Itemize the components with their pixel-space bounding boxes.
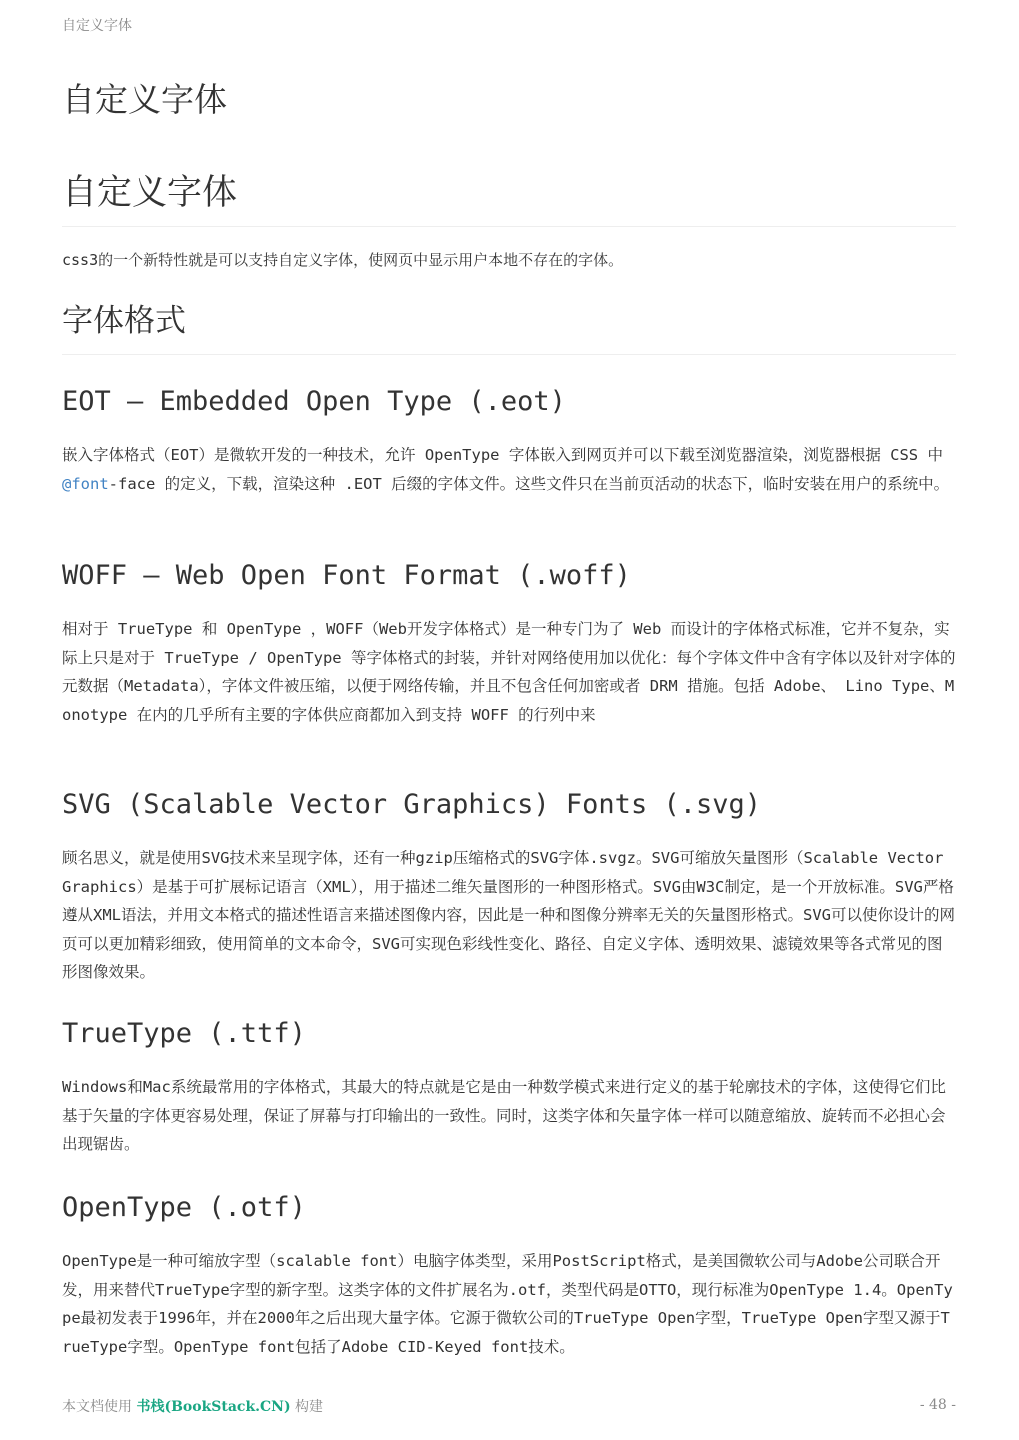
paragraph-eot xyxy=(62,441,956,498)
eot-text-2: -face 的定义，下载，渲染这种 .EOT 后缀的字体文件。这些文件只在当前页活动的状态下，临时安装在用户的系统中。 xyxy=(108,474,950,493)
paragraph-svg: 顾名思义，就是使用SVG技术来呈现字体，还有一种gzip压缩格式的SVG字体.svgz。SVG可缩放矢量图形（Scalable Vector Graphics）是基于可扩展标记语言（XML），用于描述二维矢量图形的一种图形格式。SVG由W3C制定，是一个开放标准。SVG严格遵从XML语法，并用文本格式的描述性语言来描述图像内容，因此是一种和图像分辨率无关的矢量图形格式。SVG可以使你设计的网页可以更加精彩细致，使用简单的文本命令，SVG可实现色彩线性变化、路径、自定义字体、透明效果、滤镜效果等各式常见的图形图像效果。 xyxy=(62,849,955,981)
eot-text-1: 嵌入字体格式（EOT）是微软开发的一种技术，允许 OpenType 字体嵌入到网页并可以下载至浏览器渲染，浏览器根据 CSS 中 xyxy=(62,446,943,464)
footer-prefix: 本文档使用 xyxy=(62,1399,137,1415)
running-header: 自定义字体 xyxy=(62,18,132,34)
paragraph-opentype: OpenType是一种可缩放字型（scalable font）电脑字体类型，采用PostScript格式，是美国微软公司与Adobe公司联合开发，用来替代TrueType字型的新字型。这类字体的文件扩展名为.otf，类型代码是OTTO，现行标准为OpenType 1.4。OpenType最初发表于1996年，并在2000年之后出现大量字体。它源于微软公司的TrueType Open字型，TrueType Open字型又源于TrueType字型。OpenType font包括了Adobe CID-Keyed font技术。 xyxy=(62,1252,953,1356)
page-title: 自定义字体 xyxy=(62,80,227,119)
footer-credit xyxy=(62,1396,323,1416)
heading-custom-fonts: 自定义字体 xyxy=(62,170,956,227)
page-number: - 48 - xyxy=(919,1397,956,1413)
paragraph-truetype: Windows和Mac系统最常用的字体格式，其最大的特点就是它是由一种数学模式来进行定义的基于轮廓技术的字体，这使得它们比基于矢量的字体更容易处理，保证了屏幕与打印输出的一致性。同时，这类字体和矢量字体一样可以随意缩放、旋转而不必担心会出现锯齿。 xyxy=(62,1078,946,1153)
font-face-link[interactable]: @font xyxy=(62,474,109,493)
bookstack-link[interactable]: 书栈(BookStack.CN) xyxy=(136,1399,291,1415)
heading-opentype: OpenType (.otf) xyxy=(62,1192,306,1223)
heading-font-formats: 字体格式 xyxy=(62,300,956,355)
paragraph-woff: 相对于 TrueType 和 OpenType ，WOFF（Web开发字体格式）是一种专门为了 Web 而设计的字体格式标准，它并不复杂，实际上只是对于 TrueType / OpenType 等字体格式的封装，并针对网络使用加以优化：每个字体文件中含有字体以及针对字体的元数据（Metadata），字体文件被压缩，以便于网络传输，并且不包含任何加密或者 DRM 措施。包括 Adobe、 Lino Type、Monotype 在内的几乎所有主要的字体供应商都加入到支持 WOFF 的行列中来 xyxy=(62,620,956,724)
heading-svg: SVG (Scalable Vector Graphics) Fonts (.svg) xyxy=(62,789,761,820)
heading-truetype: TrueType (.ttf) xyxy=(62,1018,306,1049)
footer-suffix: 构建 xyxy=(290,1399,324,1415)
heading-eot: EOT – Embedded Open Type (.eot) xyxy=(62,386,566,417)
heading-woff: WOFF – Web Open Font Format (.woff) xyxy=(62,560,631,591)
intro-paragraph: css3的一个新特性就是可以支持自定义字体，使网页中显示用户本地不存在的字体。 xyxy=(62,251,624,269)
